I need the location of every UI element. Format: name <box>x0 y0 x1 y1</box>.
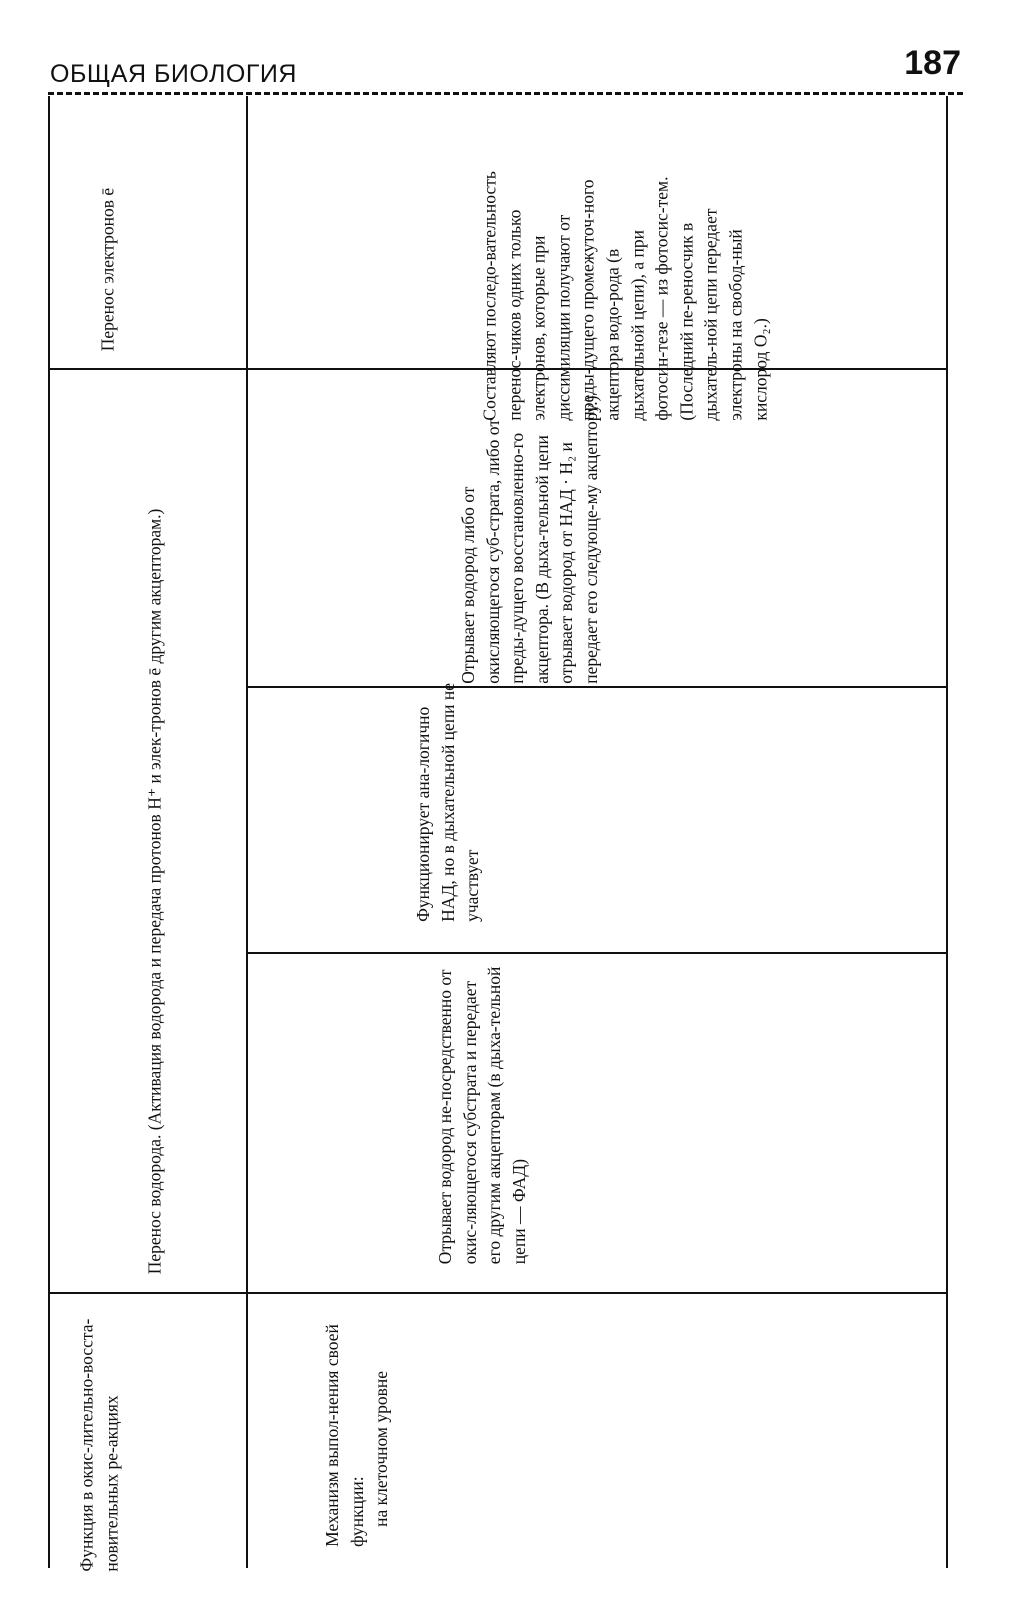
table-border-right <box>946 96 948 1568</box>
mechanism-label-line2: на клеточном уровне <box>371 1370 392 1527</box>
mechanism-nad-cell <box>433 964 531 1264</box>
electron-transfer-cell <box>96 111 121 351</box>
table-divider-label <box>48 1292 946 1294</box>
mechanism-label-cell <box>320 1287 394 1547</box>
header-divider <box>48 92 963 95</box>
mechanism-label-line1: Механизм выпол-нения своей функции: <box>322 1324 367 1547</box>
hydrogen-transfer-text <box>143 384 168 1274</box>
mechanism-nad-text: Отрывает водород не-посредственно от окис-ляющегося субстрата и передает его другим акцепторам (в дыха-тельной цепи — ФАД) <box>434 966 529 1265</box>
mechanism-nadp-cell <box>411 672 485 922</box>
running-header: ОБЩАЯ БИОЛОГИЯ <box>50 60 297 88</box>
page-number: 187 <box>904 44 961 82</box>
table-divider-row <box>246 96 248 1568</box>
mechanism-nadp-text: Функционирует ана-логично НАД, но в дыхательной цепи не участвует <box>413 682 483 922</box>
hydrogen-transfer-content: Перенос водорода. (Активация водорода и передача протонов H⁺ и элек-тронов ē другим акцепторам.) <box>144 508 165 1275</box>
mechanism-fad-cell <box>456 384 604 684</box>
mechanism-cytochromes-text: Составляют последо-вательность перенос-чиков одних только электронов, которые при диссимиляции получают от преды-дущего промежуточ-ного акцептора водо-рода (в дыхательной цепи), а при фотосин-тезе — из фотосис-тем. (Последний пе-реносчик в дыхатель-ной цепи передает электроны на свобод-ный кислород O₂.) <box>479 171 770 421</box>
mechanism-fad-text: Отрывает водород либо от окисляющегося суб-страта, либо от преды-дущего восстановленно-го акцептора. (В дыха-тельной цепи отрывает водород от НАД · H₂ и передает его следующе-му акцептору.) <box>458 395 602 684</box>
function-label: Функция в окис-лительно-восста-новительных ре-акциях <box>76 1318 121 1572</box>
function-label-cell <box>74 1312 123 1572</box>
table-border-left <box>48 96 50 1568</box>
electron-transfer-text: Перенос электронов ē <box>97 187 118 352</box>
mechanism-cytochromes-cell <box>477 171 772 421</box>
table-divider-col1 <box>246 952 946 954</box>
hydrogen-transfer-cell <box>143 384 168 1274</box>
table-divider-col2 <box>246 686 946 688</box>
